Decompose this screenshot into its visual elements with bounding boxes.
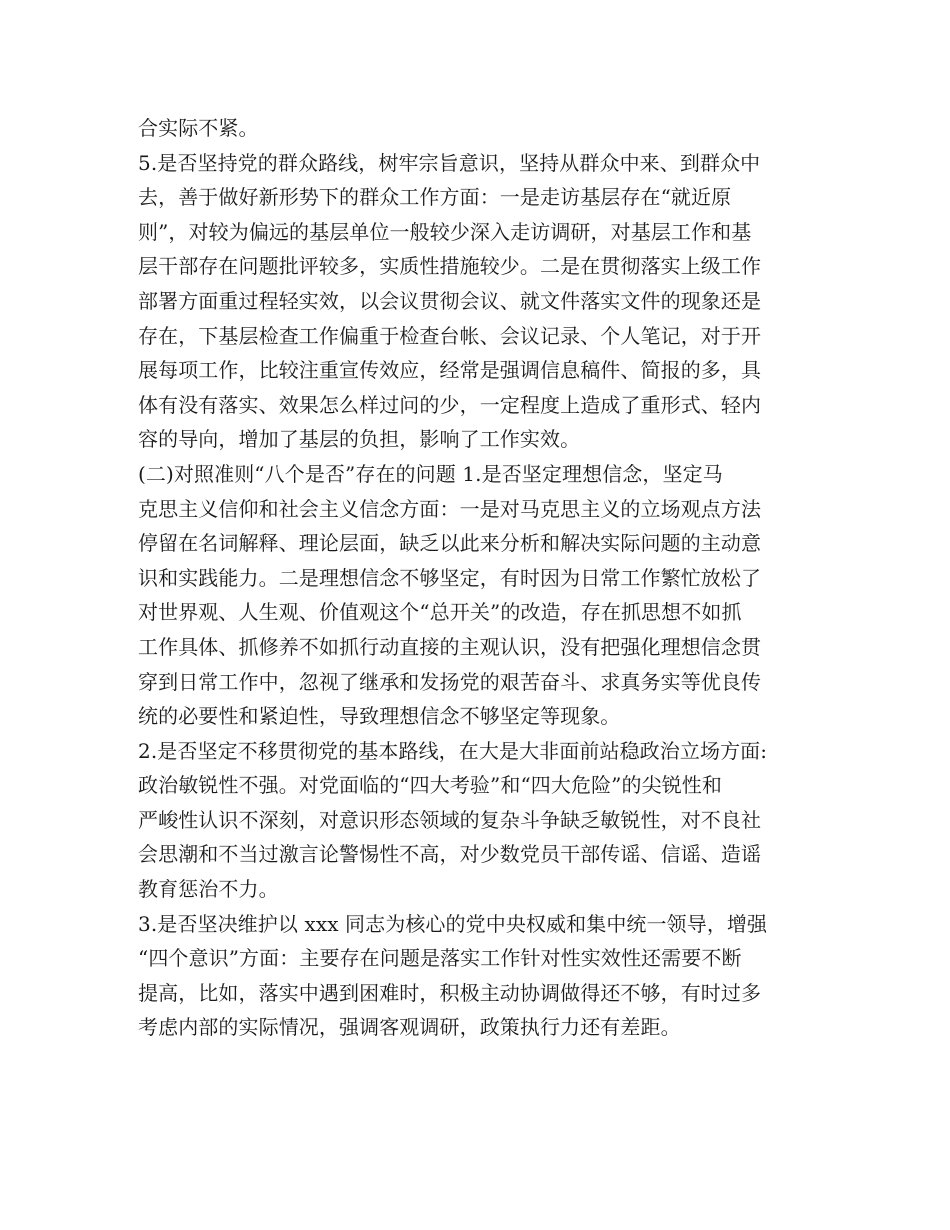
text-line: 体有没有落实、效果怎么样过问的少，一定程度上造成了重形式、轻内	[138, 392, 762, 417]
text-line: (二)对照准则“八个是否”存在的问题 1.是否坚定理想信念，坚定马	[138, 461, 723, 486]
text-line: 部署方面重过程轻实效，以会议贯彻会议、就文件落实文件的现象还是	[138, 288, 762, 313]
text-line: 严峻性认识不深刻，对意识形态领域的复杂斗争缺乏敏锐性，对不良社	[138, 807, 762, 832]
text-line: 合实际不紧。	[138, 116, 259, 140]
text-line: 对世界观、人生观、价值观这个“总开关”的改造，存在抓思想不如抓	[138, 600, 742, 625]
text-line: 克思主义信仰和社会主义信念方面：一是对马克思主义的立场观点方法	[138, 496, 762, 521]
text-line: 教育惩治不力。	[138, 877, 279, 902]
text-line: 停留在名词解释、理论层面，缺乏以此来分析和解决实际问题的主动意	[138, 531, 762, 556]
text-line: 统的必要性和紧迫性，导致理想信念不够坚定等现象。	[138, 704, 621, 729]
text-line: 5.是否坚持党的群众路线，树牢宗旨意识，坚持从群众中来、到群众中	[138, 150, 761, 175]
text-line: 展每项工作，比较注重宣传效应，经常是强调信息稿件、简报的多，具	[138, 358, 762, 383]
text-line: 识和实践能力。二是理想信念不够坚定，有时因为日常工作繁忙放松了	[138, 565, 762, 590]
text-line: 穿到日常工作中，忽视了继承和发扬党的艰苦奋斗、求真务实等优良传	[138, 669, 762, 694]
text-line: 政治敏锐性不强。对党面临的“四大考验”和“四大危险”的尖锐性和	[138, 773, 722, 798]
text-line: 层干部存在问题批评较多，实质性措施较少。二是在贯彻落实上级工作	[138, 254, 762, 279]
text-line: 会思潮和不当过激言论警惕性不高，对少数党员干部传谣、信谣、造谣	[138, 842, 762, 867]
text-line: 容的导向，增加了基层的负担，影响了工作实效。	[138, 427, 581, 452]
document-body	[138, 111, 838, 1045]
text-line: 提高，比如，落实中遇到困难时，积极主动协调做得还不够，有时过多	[138, 980, 762, 1005]
text-line: “四个意识”方面：主要存在问题是落实工作针对性实效性还需要不断	[138, 946, 742, 971]
text-line: 存在，下基层检查工作偏重于检查台帐、会议记录、个人笔记，对于开	[138, 323, 762, 348]
text-line: 去，善于做好新形势下的群众工作方面：一是走访基层存在“就近原	[138, 185, 732, 210]
text-line: 考虑内部的实际情况，强调客观调研，政策执行力还有差距。	[138, 1015, 681, 1040]
text-line: 工作具体、抓修养不如抓行动直接的主观认识，没有把强化理想信念贯	[138, 634, 762, 659]
text-line: 则”，对较为偏远的基层单位一般较少深入走访调研，对基层工作和基	[138, 219, 752, 244]
text-line: 2.是否坚定不移贯彻党的基本路线，在大是大非面前站稳政治立场方面:	[138, 738, 768, 763]
text-line: 3.是否坚决维护以 xxx 同志为核心的党中央权威和集中统一领导，增强	[138, 911, 768, 936]
